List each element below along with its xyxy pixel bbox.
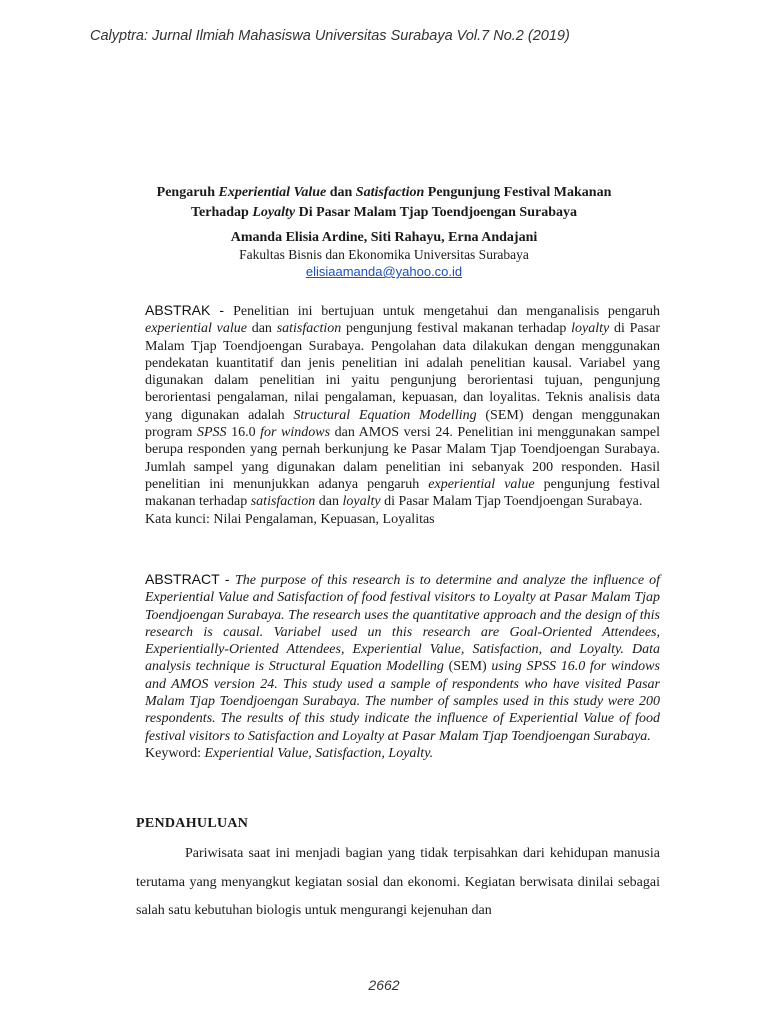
abstract-keywords	[145, 745, 660, 762]
abstrak-label: ABSTRAK -	[145, 302, 234, 318]
abstrak-block	[145, 302, 660, 528]
abstrak-paragraph	[145, 302, 660, 511]
title-text: Di Pasar Malam Tjap Toendjoengan Surabaya	[295, 205, 577, 220]
affiliation: Fakultas Bisnis dan Ekonomika Universitas Surabaya	[239, 247, 529, 262]
abstrak-term: satisfaction	[276, 321, 342, 337]
title-term-satisfaction: Satisfaction	[355, 185, 425, 200]
title-term-experiential-value: Experiential Value	[218, 185, 327, 200]
abstrak-term: Structural Equation Modelling	[293, 407, 477, 423]
abstrak-text: 16.0	[226, 425, 261, 441]
email-link[interactable]: elisiaamanda@yahoo.co.id	[305, 264, 463, 279]
running-head: Calyptra: Jurnal Ilmiah Mahasiswa Universitas Surabaya Vol.7 No.2 (2019)	[90, 28, 570, 44]
abstrak-keywords: Kata kunci: Nilai Pengalaman, Kepuasan, Loyalitas	[145, 511, 435, 527]
abstrak-text: pengunjung festival makanan terhadap	[341, 321, 572, 337]
abstrak-term: SPSS	[196, 425, 227, 441]
abstrak-text: (SEM) dengan menggunakan program	[145, 407, 661, 441]
abstrak-text: dan AMOS versi 24. Penelitian ini menggunakan sampel berupa responden yang pernah berkunjung ke Pasar Malam Tjap Toendjoengan Surabaya. Jumlah sampel yang digunakan dalam penelitian ini sebanyak 200 responden. Hasil penelitian ini menunjukkan adanya pengaruh	[145, 425, 661, 492]
abstrak-term: loyalty	[342, 494, 381, 510]
abstrak-term: for windows	[260, 425, 331, 441]
article-title	[110, 183, 658, 223]
keyword-text: Experiential Value, Satisfaction, Loyalty.	[204, 745, 434, 761]
abstrak-text: di Pasar Malam Tjap Toendjoengan Surabaya. Pengolahan data dilakukan dengan menggunakan pendekatan kuantitatif dan jenis penelitian ini adalah penelitian kausal. Variabel yang digunakan dalam penelitian ini yaitu pengunjung berorientasi tujuan, pengunjung berorientasi pengalaman, nilai pengalaman, kepuasan, dan loyalitas. Teknis analisis data yang digunakan adalah	[145, 321, 660, 423]
abstrak-text: pengunjung festival makanan terhadap	[145, 476, 661, 510]
email-line	[110, 264, 658, 279]
title-text: Pengaruh	[156, 185, 219, 200]
body-paragraph: Pariwisata saat ini menjadi bagian yang tidak terpisahkan dari kehidupan manusia terutama yang menyangkut kegiatan sosial dan ekonomi. Kegiatan berwisata dinilai sebagai salah satu kebutuhan biologis untuk mengurangi kejenuhan dan	[136, 846, 660, 918]
abstrak-term: satisfaction	[250, 494, 316, 510]
section-heading: PENDAHULUAN	[136, 816, 249, 831]
abstract-text: The purpose of this research is to determine and analyze the influence of Experiential Value and Satisfaction of food festival visitors to Loyalty at Pasar Malam Tjap Toendjoengan Surabaya. The research uses the quantitative approach and the design of this research is causal. Variabel used un this research are Goal-Oriented Attendees, Experientially-Oriented Attendees, Experiential Value, Satisfaction, and Loyalty. Data analysis technique is Structural Equation Modelling	[145, 573, 660, 675]
title-term-loyalty: Loyalty	[252, 205, 296, 220]
abstrak-text: dan	[315, 494, 343, 510]
authors: Amanda Elisia Ardine, Siti Rahayu, Erna Andajani	[230, 230, 538, 245]
keyword-label: Keyword:	[145, 745, 205, 761]
title-text: dan	[326, 185, 356, 200]
abstract-paragraph	[145, 571, 660, 745]
page-number: 2662	[368, 977, 400, 993]
abstrak-term: experiential value	[145, 321, 247, 337]
abstrak-text: Penelitian ini bertujuan untuk mengetahui dan menganalisis pengaruh	[233, 304, 660, 319]
title-text: Pengunjung Festival Makanan	[424, 185, 612, 200]
title-text: Terhadap	[191, 205, 253, 220]
abstrak-text: di Pasar Malam Tjap Toendjoengan Surabaya.	[380, 494, 643, 510]
abstrak-term: loyalty	[571, 321, 610, 337]
abstract-text: using SPSS 16.0 for windows and AMOS version 24. This study used a sample of respondents who have visited Pasar Malam Tjap Toendjoengan Surabaya. The number of samples used in this study were 200 respondents. The results of this study indicate the influence of Experiential Value of food festival visitors to Satisfaction and Loyalty at Pasar Malam Tjap Toendjoengan Surabaya.	[145, 659, 660, 744]
abstract-label: ABSTRACT -	[145, 571, 235, 587]
abstract-text: (SEM)	[443, 659, 492, 675]
abstrak-text: dan	[246, 321, 277, 337]
section-body	[136, 840, 660, 926]
abstrak-term: experiential value	[428, 476, 535, 492]
abstract-block	[145, 571, 660, 762]
